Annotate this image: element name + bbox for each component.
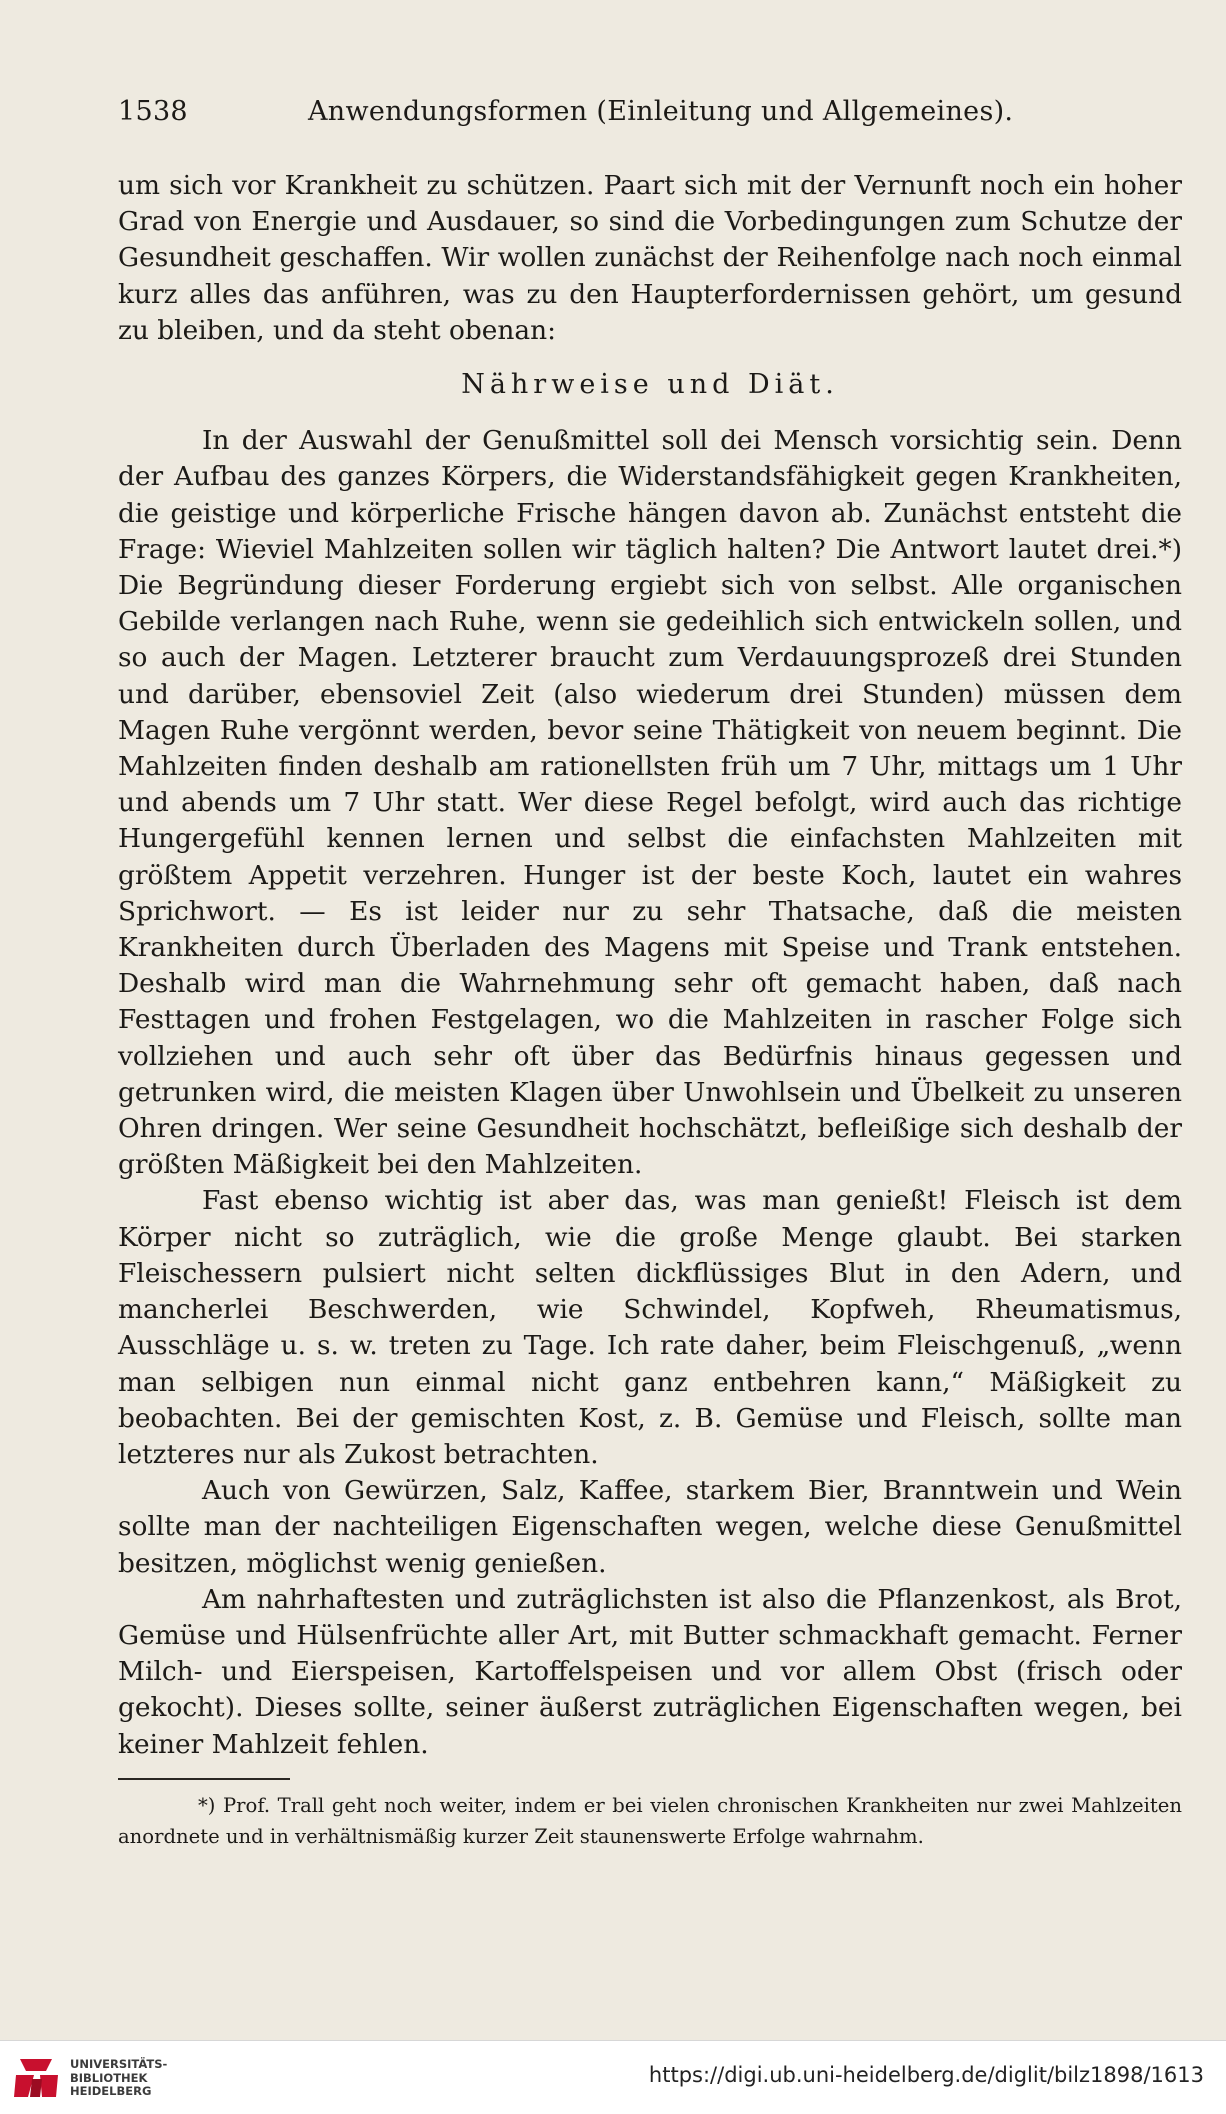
library-logo-icon bbox=[12, 2053, 62, 2103]
section-heading: Nährweise und Diät. bbox=[461, 369, 839, 401]
page-number: 1538 bbox=[118, 96, 188, 127]
footnote bbox=[118, 1790, 1182, 1852]
running-title: Anwendungsformen (Einleitung und Allgemeines). bbox=[308, 96, 1014, 127]
viewer-footer bbox=[0, 2040, 1226, 2114]
paragraph-plant-food: Am nahrhaftesten und zuträglichsten ist also die Pflanzenkost, als Brot, Gemüse und Hülsenfrüchte aller Art, mit Butter schmackhaft gemacht. Ferner Milch- und Eierspeisen, Kartoffelspeisen und vor allem Obst (frisch oder gekocht). Dieses sollte, seiner äußerst zuträglichen Eigenschaften wegen, bei keiner Mahlzeit fehlen. bbox=[118, 1583, 1182, 1760]
paragraph-meals: In der Auswahl der Genußmittel soll dei Mensch vorsichtig sein. Denn der Aufbau des ganzes Körpers, die Widerstandsfähigkeit gegen Krankheiten, die geistige und körperliche Frische hängen davon ab. Zunächst entsteht die Frage: Wieviel Mahlzeiten sollen wir täglich halten? Die Antwort lautet drei.*) Die Begründung dieser Forderung ergiebt sich von selbst. Alle organischen Gebilde verlangen nach Ruhe, wenn sie gedeihlich sich entwickeln sollen, und so auch der Magen. Letzterer braucht zum Verdauungsprozeß drei Stunden und darüber, ebensoviel Zeit (also wiederum drei Stunden) müssen dem Magen Ruhe vergönnt werden, bevor seine Thätigkeit von neuem beginnt. Die Mahlzeiten finden deshalb am rationellsten früh um 7 Uhr, mittags um 1 Uhr und abends um 7 Uhr statt. Wer diese Regel befolgt, wird auch das richtige Hungergefühl kennen lernen und selbst die einfachsten Mahlzeiten mit größtem Appetit verzehren. Hunger ist der beste Koch, lautet ein wahres Sprichwort. — Es ist leider nur zu sehr Thatsache, daß die meisten Krankheiten durch Überladen des Magens mit Speise und Trank entstehen. Deshalb wird man die Wahrnehmung sehr oft gemacht haben, daß nach Festtagen und frohen Festgelagen, wo die Mahlzeiten in rascher Folge sich vollziehen und auch sehr oft über das Bedürfnis hinaus gegessen und getrunken wird, die meisten Klagen über Unwohlsein und Übelkeit zu unseren Ohren dringen. Wer seine Gesundheit hochschätzt, befleißige sich deshalb der größten Mäßigkeit bei den Mahlzeiten. bbox=[118, 425, 1182, 1181]
running-header bbox=[118, 96, 1118, 127]
paragraph-continuation: um sich vor Krankheit zu schützen. Paart sich mit der Vernunft noch ein hoher Grad von Energie und Ausdauer, so sind die Vorbedingungen zum Schutze der Gesundheit geschaffen. Wir wollen zunächst der Reihenfolge nach noch einmal kurz alles das anführen, was zu den Haupterfordernissen gehört, um gesund zu bleiben, und da steht obenan: bbox=[118, 170, 1182, 346]
paragraph-meat: Fast ebenso wichtig ist aber das, was man genießt! Fleisch ist dem Körper nicht so zuträglich, wie die große Menge glaubt. Bei starken Fleischessern pulsiert nicht selten dickflüssiges Blut in den Adern, und mancherlei Beschwerden, wie Schwindel, Kopfweh, Rheumatismus, Ausschläge u. s. w. treten zu Tage. Ich rate daher, beim Fleischgenuß, „wenn man selbigen nun einmal nicht ganz entbehren kann,“ Mäßigkeit zu beobachten. Bei der gemischten Kost, z. B. Gemüse und Fleisch, sollte man letzteres nur als Zukost betrachten. bbox=[118, 1185, 1182, 1470]
permalink-url[interactable]: https://digi.ub.uni-heidelberg.de/diglit/bilz1898/1613 bbox=[648, 2063, 1204, 2087]
paragraph-spices: Auch von Gewürzen, Salz, Kaffee, starkem Bier, Branntwein und Wein sollte man der nachteiligen Eigenschaften wegen, welche diese Genußmittel besitzen, möglichst wenig genießen. bbox=[118, 1475, 1182, 1579]
footnote-divider bbox=[118, 1778, 290, 1780]
library-name: UNIVERSITÄTS- BIBLIOTHEK HEIDELBERG bbox=[70, 2057, 168, 2098]
main-text bbox=[118, 168, 1182, 1763]
footnote-text: *) Prof. Trall geht noch weiter, indem er bei vielen chronischen Krankheiten nur zwei Mahlzeiten anordnete und in verhältnismäßig kurzer Zeit staunenswerte Erfolge wahrnahm. bbox=[118, 1794, 1182, 1848]
